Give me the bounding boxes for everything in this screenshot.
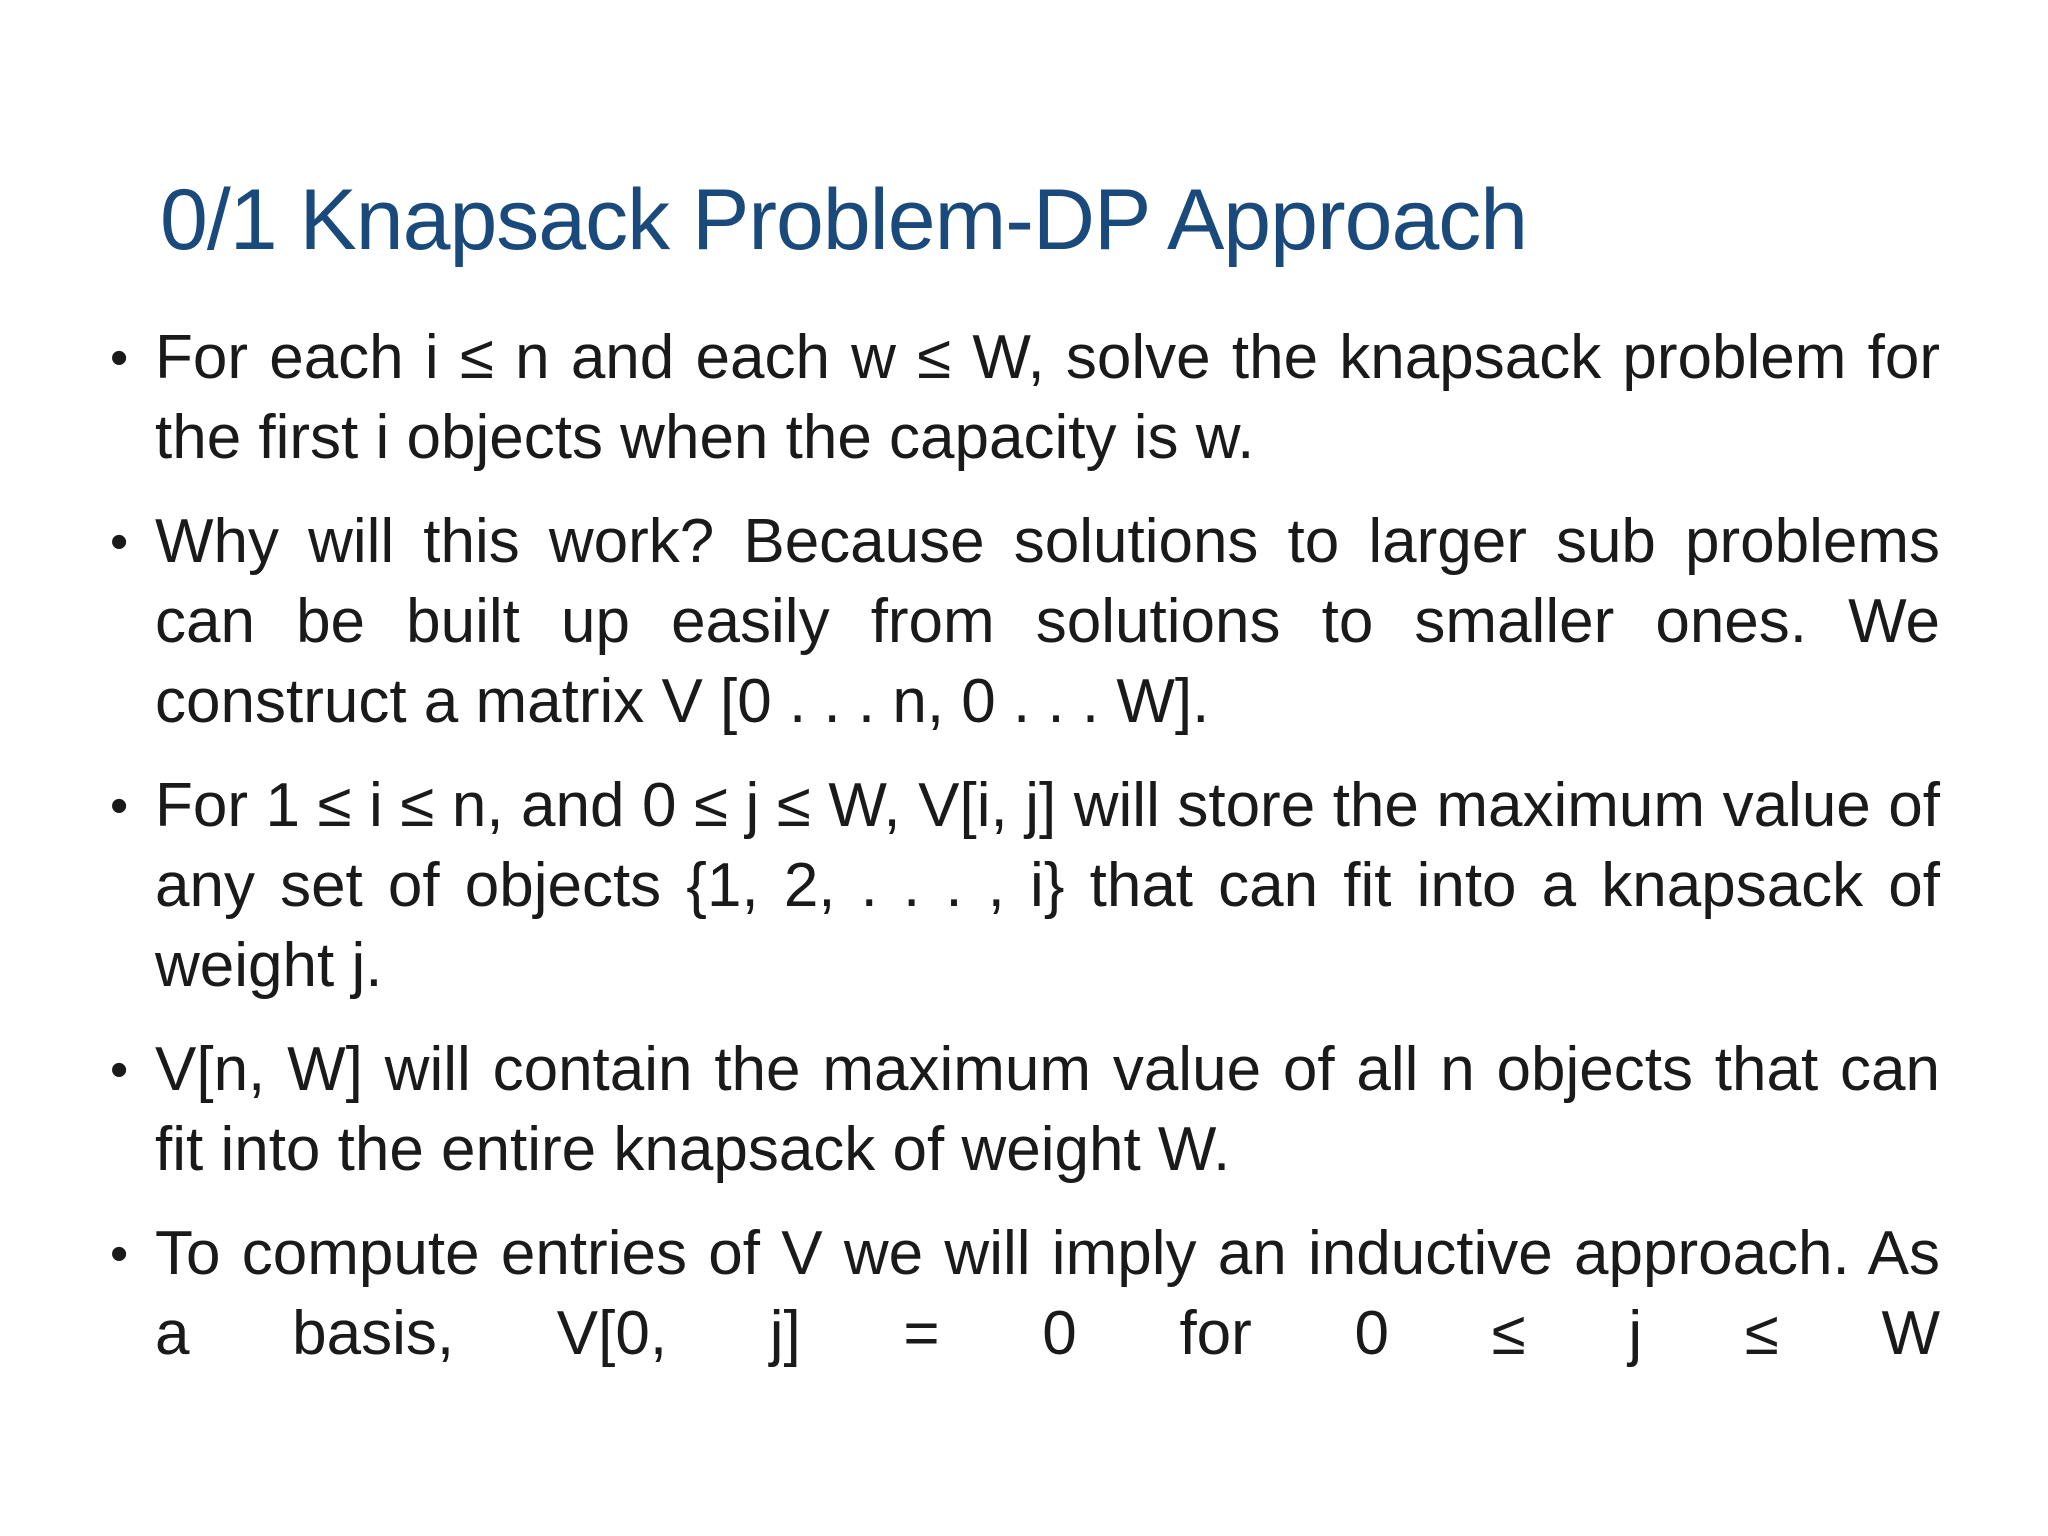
bullet-item (110, 502, 1940, 742)
bullet-text: V[n, W] will contain the maximum value of all n objects that can fit into the entire knapsack of weight W. (155, 1035, 1940, 1184)
bullet-list (110, 318, 1940, 1398)
bullet-text: For each i ≤ n and each w ≤ W, solve the knapsack problem for the first i objects when the capacity is w. (155, 323, 1940, 472)
slide-title: 0/1 Knapsack Problem-DP Approach (160, 172, 1528, 268)
bullet-icon: • (110, 329, 129, 387)
bullet-text: For 1 ≤ i ≤ n, and 0 ≤ j ≤ W, V[i, j] will store the maximum value of any set of objects {1, 2, . . . , i} that can fit into a knapsack of weight j. (155, 771, 1940, 1000)
bullet-icon: • (110, 1041, 129, 1099)
bullet-item (110, 766, 1940, 1006)
bullet-text: Why will this work? Because solutions to larger sub problems can be built up easily from solutions to smaller ones. We construct a matrix V [0 . . . n, 0 . . . W]. (155, 507, 1940, 736)
bullet-icon: • (110, 513, 129, 571)
bullet-item (110, 1214, 1940, 1374)
bullet-text: To compute entries of V we will imply an inductive approach. As a basis, V[0, j] = 0 for 0 ≤ j ≤ W (155, 1219, 1940, 1368)
bullet-item (110, 1030, 1940, 1190)
bullet-icon: • (110, 777, 129, 835)
bullet-icon: • (110, 1225, 129, 1283)
bullet-item (110, 318, 1940, 478)
